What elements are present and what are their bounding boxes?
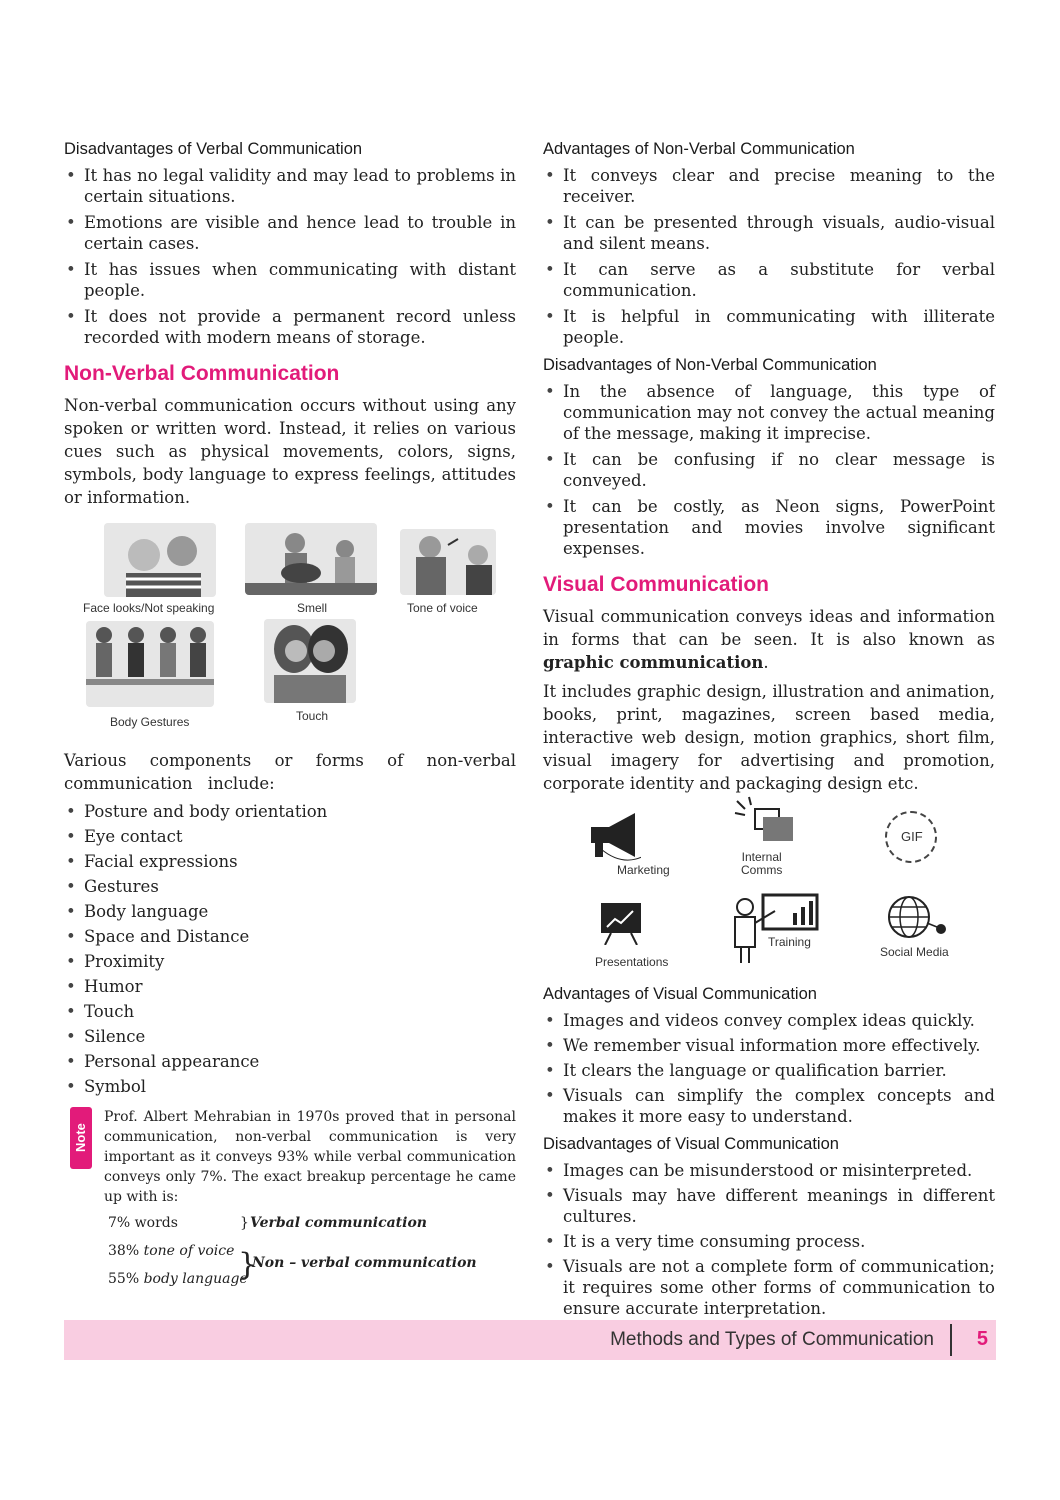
list-item: • Visuals may have different meanings in different cultures.: [543, 1185, 995, 1227]
globe-icon: [887, 895, 949, 943]
list-item: • Images and videos convey complex ideas quickly.: [543, 1010, 995, 1031]
list-item: • It can be costly, as Neon signs, PowerPoint presentation and movies involve significant expenses.: [543, 496, 995, 559]
breakup-words: 7% words: [108, 1215, 178, 1231]
list-item: • It can be confusing if no clear message is conveyed.: [543, 449, 995, 491]
list-item: • It has issues when communicating with distant people.: [64, 259, 516, 301]
note-icon: Note: [70, 1107, 92, 1169]
dis-nonverbal-list: [543, 381, 995, 559]
list-item: • Humor: [64, 976, 516, 997]
list-item: • Touch: [64, 1001, 516, 1022]
dis-verbal-list: [64, 165, 516, 348]
visual-icons: [543, 807, 995, 977]
touch-illustration: [264, 619, 356, 703]
visual-paragraph-2: It includes graphic design, illustration and animation, books, print, magazines, screen based media, interactive web design, motion graphics, short film, visual imagery for advertising and promotion, corporate identity and packaging design etc.: [543, 682, 995, 793]
list-item: • Symbol: [64, 1076, 516, 1097]
list-item: • It does not provide a permanent record unless recorded with modern means of storage.: [64, 306, 516, 348]
caption-face: Face looks/Not speaking: [83, 601, 215, 615]
left-column: [64, 140, 516, 1293]
list-item: • Visuals are not a complete form of communication; it requires some other forms of communication to ensure accurate interpretation.: [543, 1256, 995, 1319]
list-item: • Silence: [64, 1026, 516, 1047]
mime-illustration: [104, 523, 216, 597]
icon-caption-marketing: Marketing: [617, 863, 670, 877]
page-number: 5: [976, 1328, 988, 1350]
list-item: • Facial expressions: [64, 851, 516, 872]
breakup-block: [104, 1213, 516, 1293]
icon-caption-internal: Internal Comms: [741, 850, 783, 877]
note-box: [64, 1107, 516, 1293]
visual-paragraph-1: Visual communication conveys ideas and information in forms that can be seen. It is also known as graphic communication.: [543, 607, 995, 672]
nonverbal-title: Non-Verbal Communication: [64, 362, 340, 385]
adv-visual-heading: Advantages of Visual Communication: [543, 985, 817, 1003]
megaphone-icon: [585, 809, 641, 861]
icon-caption-training: Training: [768, 935, 811, 949]
right-column: [543, 140, 995, 1327]
visual-title: Visual Communication: [543, 573, 769, 596]
brace-icon: }: [240, 1215, 249, 1231]
breakup-tone: 38% tone of voice: [108, 1243, 235, 1259]
adv-nonverbal-heading: Advantages of Non-Verbal Communication: [543, 140, 855, 158]
list-item: • It has no legal validity and may lead to problems in certain situations.: [64, 165, 516, 207]
list-item: • Gestures: [64, 876, 516, 897]
tone-illustration: [400, 529, 496, 595]
adv-visual-list: [543, 1010, 995, 1127]
list-item: • It conveys clear and precise meaning to the receiver.: [543, 165, 995, 207]
dis-visual-list: [543, 1160, 995, 1319]
list-item: • Personal appearance: [64, 1051, 516, 1072]
list-item: • It is a very time consuming process.: [543, 1231, 995, 1252]
icon-caption-gif: GIF: [901, 829, 923, 844]
chat-bubbles-icon: [733, 795, 803, 855]
trainer-icon: [731, 893, 821, 965]
page-footer: [64, 1320, 996, 1360]
list-item: • Visuals can simplify the complex concepts and makes it more easy to understand.: [543, 1085, 995, 1127]
list-item: • We remember visual information more effectively.: [543, 1035, 995, 1056]
gestures-illustration: [86, 621, 214, 707]
components-list: [64, 801, 516, 1097]
list-item: • It clears the language or qualification barrier.: [543, 1060, 995, 1081]
breakup-nonverbal: Non – verbal communication: [252, 1255, 477, 1271]
breakup-body: 55% body language: [108, 1271, 248, 1287]
footer-divider: [950, 1324, 952, 1356]
dis-verbal-heading: Disadvantages of Verbal Communication: [64, 140, 363, 158]
dis-visual-heading: Disadvantages of Visual Communication: [543, 1135, 839, 1153]
icon-caption-presentations: Presentations: [595, 955, 669, 969]
components-intro: Various components or forms of non-verbal communication include:: [64, 751, 516, 793]
presentation-board-icon: [599, 901, 643, 945]
list-item: • Emotions are visible and hence lead to trouble in certain cases.: [64, 212, 516, 254]
caption-touch: Touch: [296, 709, 329, 723]
list-item: • Images can be misunderstood or misinterpreted.: [543, 1160, 995, 1181]
caption-tone: Tone of voice: [407, 601, 478, 615]
caption-smell: Smell: [297, 601, 328, 615]
nonverbal-illustrations: [64, 523, 516, 739]
brace-large-icon: }: [238, 1247, 258, 1282]
footer-chapter-title: Methods and Types of Communication: [610, 1329, 934, 1350]
caption-gestures: Body Gestures: [110, 715, 190, 729]
list-item: • It can serve as a substitute for verbal communication.: [543, 259, 995, 301]
list-item: • In the absence of language, this type of communication may not convey the actual meaning of the message, making it imprecise.: [543, 381, 995, 444]
smell-illustration: [245, 523, 377, 595]
list-item: • It can be presented through visuals, audio-visual and silent means.: [543, 212, 995, 254]
icon-caption-social: Social Media: [880, 945, 949, 959]
list-item: • Eye contact: [64, 826, 516, 847]
list-item: • Proximity: [64, 951, 516, 972]
list-item: • Posture and body orientation: [64, 801, 516, 822]
adv-nonverbal-list: [543, 165, 995, 348]
list-item: • Space and Distance: [64, 926, 516, 947]
dis-nonverbal-heading: Disadvantages of Non-Verbal Communication: [543, 356, 877, 374]
note-text: Prof. Albert Mehrabian in 1970s proved that in personal communication, non-verbal communication is very important as it conveys 93% while verbal communication conveys only 7%. The exact breakup percentage he came up with is:: [104, 1109, 516, 1205]
breakup-verbal: Verbal communication: [250, 1215, 427, 1231]
list-item: • Body language: [64, 901, 516, 922]
nonverbal-paragraph: Non-verbal communication occurs without using any spoken or written word. Instead, it relies on various cues such as physical movements, colors, signs, symbols, body language to express feelings, attitudes or information.: [64, 396, 516, 507]
list-item: • It is helpful in communicating with illiterate people.: [543, 306, 995, 348]
